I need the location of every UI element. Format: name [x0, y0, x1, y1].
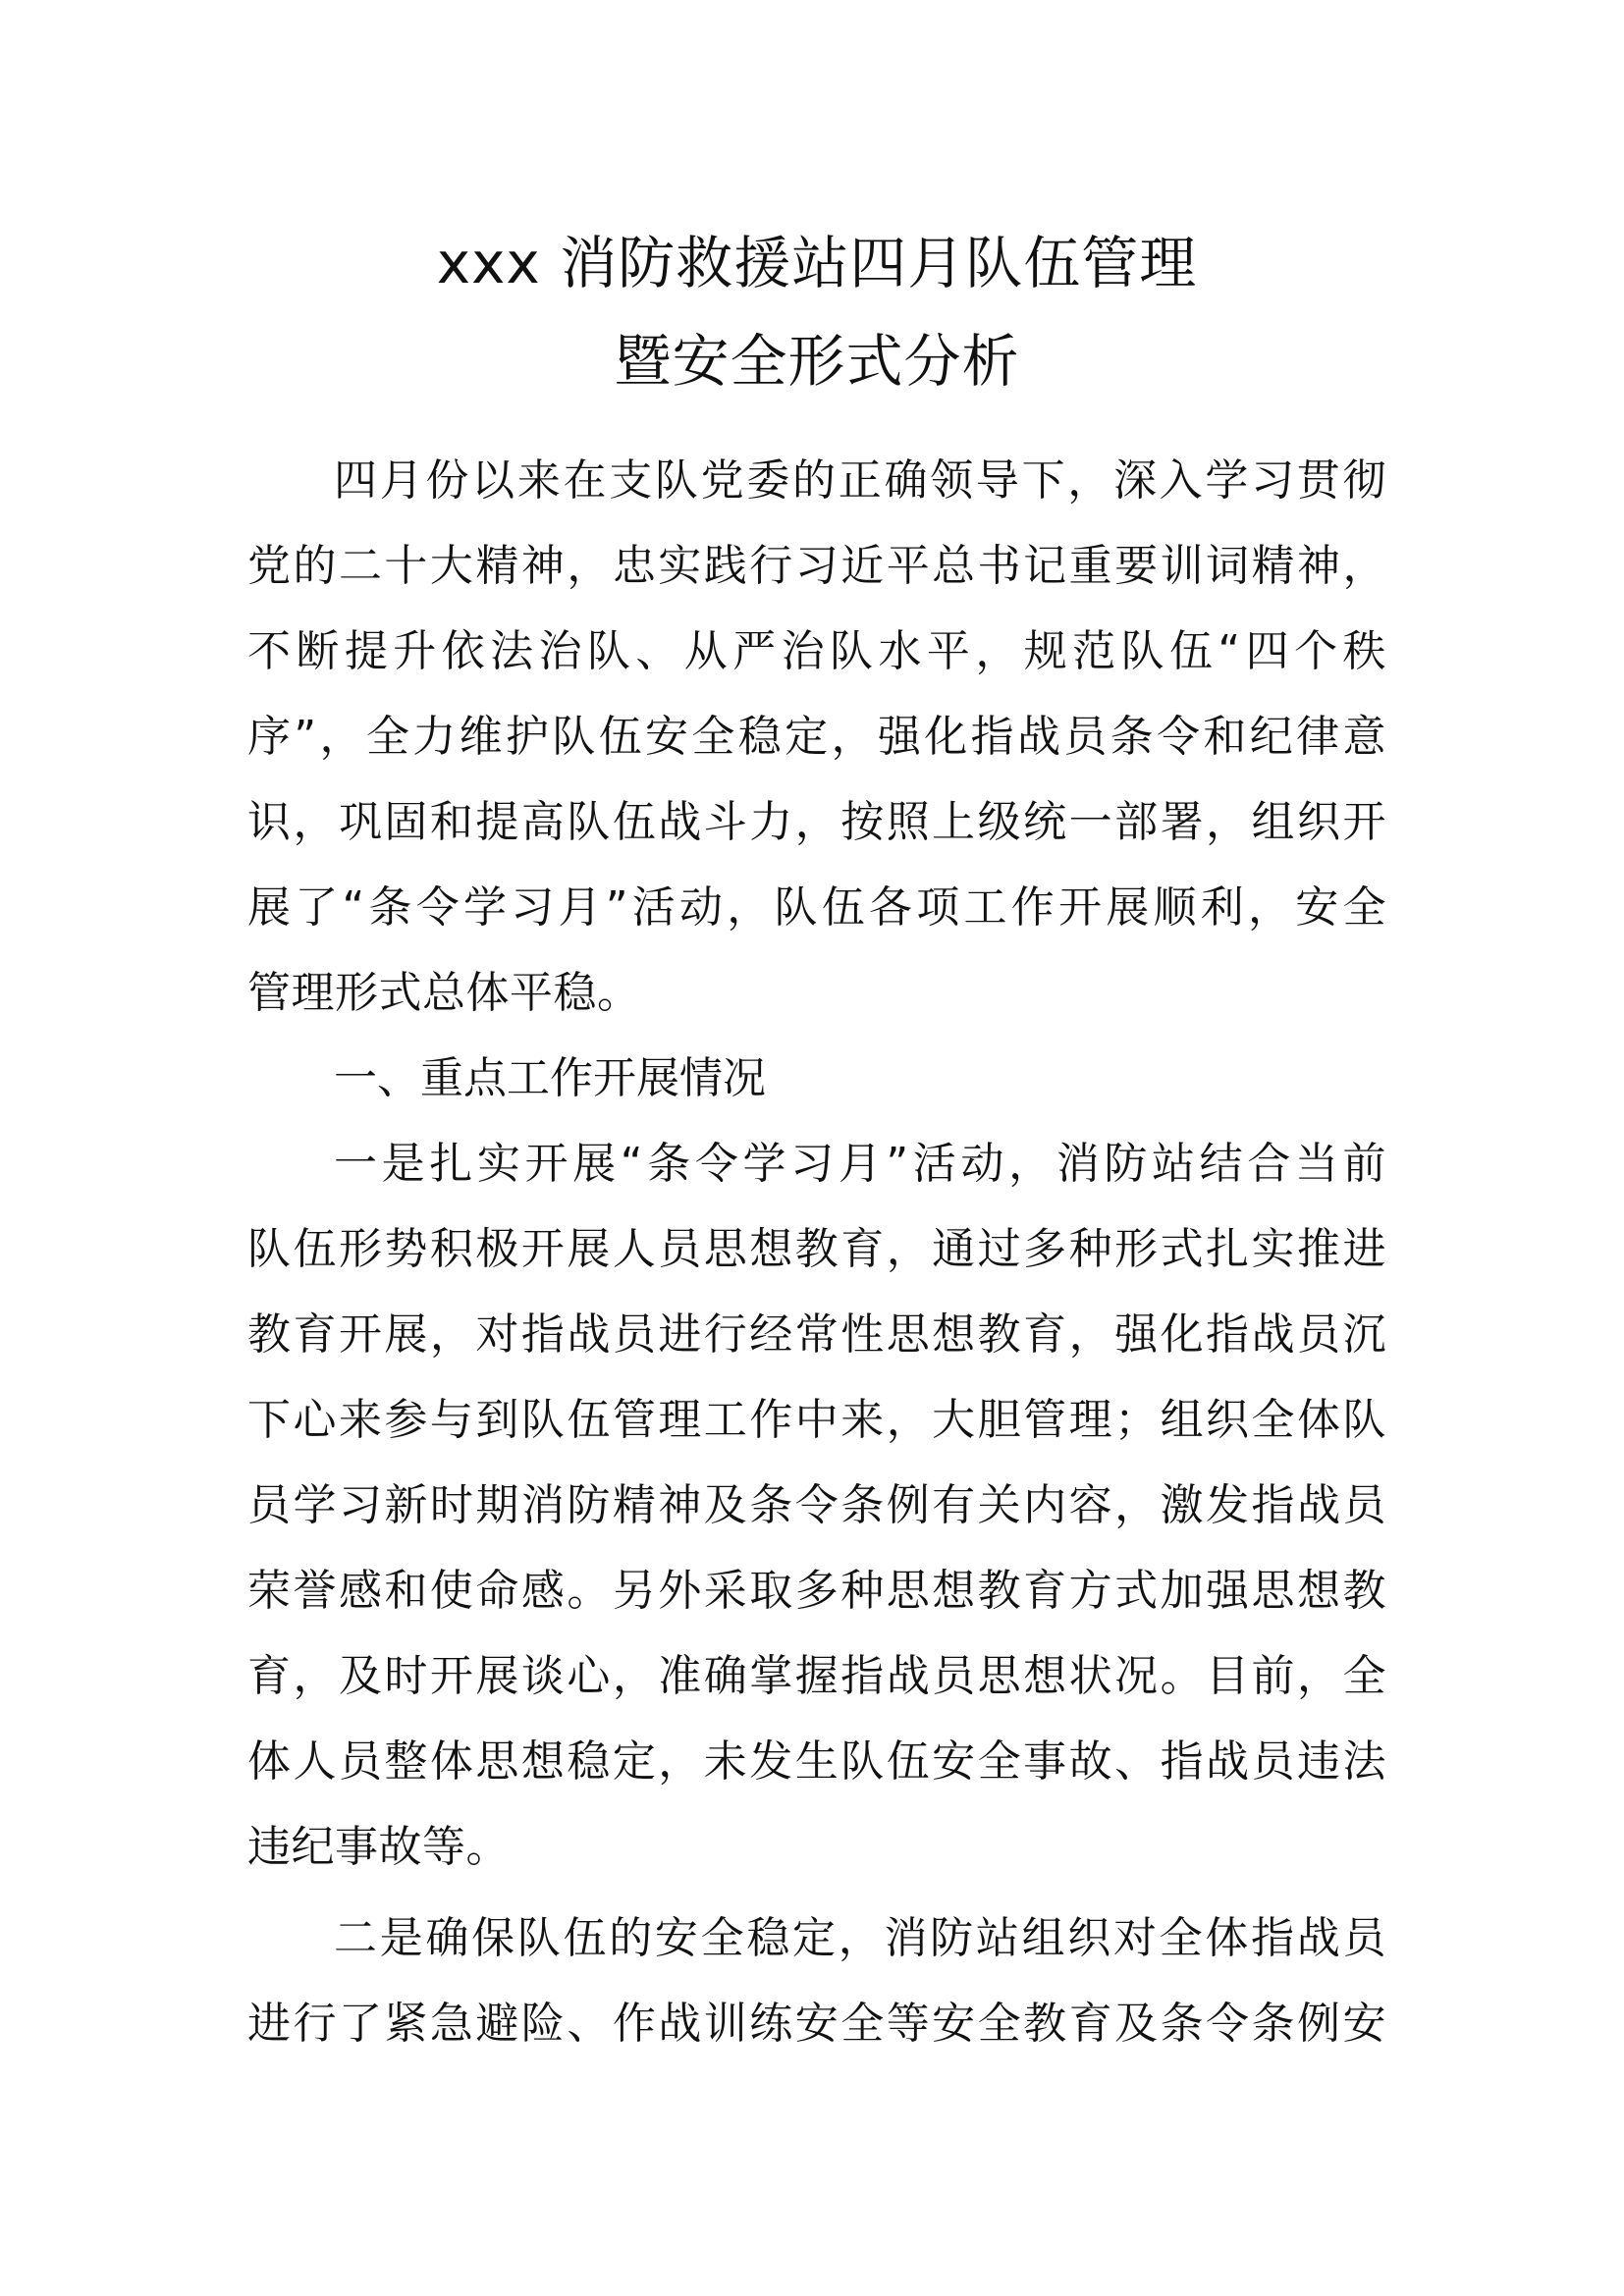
point-one-paragraph: [247, 1121, 1386, 1890]
text-line: 识，巩固和提高队伍战斗力，按照上级统一部署，组织开: [247, 797, 1386, 847]
text-line: 管理形式总体平稳。: [247, 968, 641, 1018]
text-line: 进行了紧急避险、作战训练安全等安全教育及条令条例安: [247, 1999, 1386, 2049]
document-title: [247, 214, 1386, 410]
text-line: 四月份以来在支队党委的正确领导下，深入学习贯彻: [334, 455, 1386, 506]
text-line: 二是确保队伍的安全稳定，消防站组织对全体指战员: [334, 1913, 1386, 1963]
text-line: 队伍形势积极开展人员思想教育，通过多种形式扎实推进: [247, 1224, 1386, 1274]
text-line: 体人员整体思想稳定，未发生队伍安全事故、指战员违法: [247, 1736, 1386, 1787]
text-line: 序”，全力维护队伍安全稳定，强化指战员条令和纪律意: [247, 712, 1386, 762]
text-line: 育，及时开展谈心，准确掌握指战员思想状况。目前，全: [247, 1651, 1386, 1701]
text-line: 一是扎实开展“条令学习月”活动，消防站结合当前: [334, 1139, 1386, 1189]
text-line: 下心来参与到队伍管理工作中来，大胆管理；组织全体队: [247, 1395, 1386, 1445]
text-line: 荣誉感和使命感。另外采取多种思想教育方式加强思想教: [247, 1566, 1386, 1616]
point-two-paragraph: [247, 1896, 1386, 2066]
text-line: 违纪事故等。: [247, 1822, 510, 1872]
title-line-2: 暨安全形式分析: [614, 328, 1020, 395]
text-line: 党的二十大精神，忠实践行习近平总书记重要训词精神，: [247, 541, 1386, 591]
text-line: 不断提升依法治队、从严治队水平，规范队伍“四个秩: [247, 626, 1386, 676]
document-page: [247, 214, 1386, 2066]
text-line: 教育开展，对指战员进行经常性思想教育，强化指战员沉: [247, 1309, 1386, 1360]
section-heading: 一、重点工作开展情况: [334, 1053, 766, 1103]
title-line-1: xxx 消防救援站四月队伍管理: [436, 230, 1198, 296]
text-line: 展了“条令学习月”活动，队伍各项工作开展顺利，安全: [247, 882, 1386, 933]
text-line: 员学习新时期消防精神及条令条例有关内容，激发指战员: [247, 1480, 1386, 1530]
intro-paragraph: [247, 438, 1386, 1036]
